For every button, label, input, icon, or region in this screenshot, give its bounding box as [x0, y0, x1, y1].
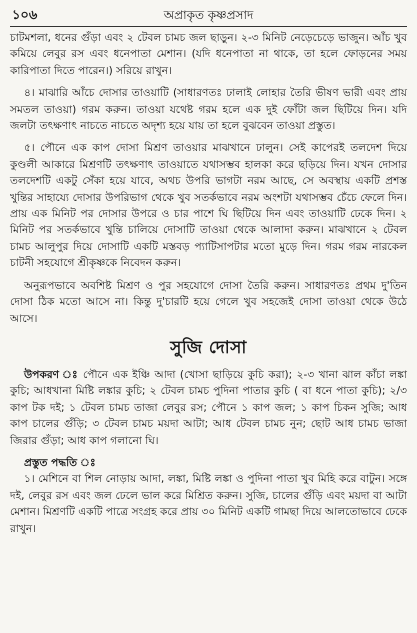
- ingredients-text: পৌনে এক ইঞ্চি আদা (খোসা ছাড়িয়ে কুচি করা); ২-৩ খানা ঝাল কাঁচা লঙ্কা কুচি; আধখানা মিষ্টি লঙ্কার কুচি; ২ টেবল চামচ পুদিনা পাতার কুচি ( বা ধনে পাতা কুচি); ২/৩ কাপ টক দই; ১ টেবল চামচ তাজা লেবুর রস; পৌনে ১ কাপ জল; ১ কাপ চিকন সুজি; আধ কাপ চালের গুঁড়ি; ৩ টেবল চামচ ময়দা আটা; আধ টেবল চামচ নুন; ছোট আধ চামচ ভাজা জিরার গুঁড়া; আধ কাপ গলানো ঘি।: [10, 368, 407, 447]
- method-label: প্রস্তুত পদ্ধতি ঃ: [24, 456, 96, 469]
- paragraph-remaining: অনুরূপভাবে অবশিষ্ট মিশ্রণ ও পুর সহযোগে দোসা তৈরি করুন। সাধারণতঃ প্রথম দু'তিন দোসা ঠিক মতো আসে না। কিন্তু দু'চারটি হয়ে গেলে খুব সহজেই দোসা তাওয়া থেকে উঠে আসে।: [10, 279, 407, 325]
- running-title: অপ্রাকৃত কৃষ্ণপ্রসাদ: [163, 8, 254, 22]
- page-number: ১০৬: [12, 8, 38, 23]
- paragraph-step-4: ৪। মাঝারি আঁচে দোসার তাওয়াটি (সাধারণতঃ ঢালাই লোহার তৈরি ভীষণ ভারী এবং প্রায় সমতল তাওয়া) গরম করুন। তাওয়া যথেষ্ট গরম হলে এক দুই ফোঁটা জল ছিটিয়ে দিন। যদি জলটা তৎক্ষণাৎ নাচতে নাচতে অদৃশ্য হয়ে যায় তা হলে বুঝবেন তাওয়া প্রস্তুত।: [10, 87, 407, 133]
- ingredients-label: উপকরণ ঃ: [24, 368, 79, 381]
- page-header: [10, 4, 407, 27]
- method-step-1: ১। মেশিনে বা শিল নোড়ায় আদা, লঙ্কা, মিষ্টি লঙ্কা ও পুদিনা পাতা খুব মিহি করে বাটুন। সঙ্গে দই, লেবুর রস এবং জল ঢেলে ভাল করে মিশ্রিত করুন। সুজি, চালের গুঁড়ি এবং ময়দা বা আটা মেশান। মিশ্রণটি একটি পাত্রে সংগ্রহ করে প্রায় ৩০ মিনিট একটি গামছা দিয়ে আলতোভাবে ঢেকে রাখুন।: [10, 473, 407, 535]
- paragraph-1: চাটমশলা, ধনের গুঁড়া এবং ২ টেবল চামচ জল ছাড়ুন। ২-৩ মিনিট নেড়েচেড়ে ভাজুন। আঁচ খুব কমিয়ে লেবুর রস এবং ধনেপাতা মেশান। (যদি ধনেপাতা না থাকে, তা হলে ফোড়নের সময় কারিপাতা দিতে পারেন।) সরিয়ে রাখুন।: [10, 32, 407, 77]
- ingredients-paragraph: [10, 367, 407, 449]
- paragraph-step-5: ৫। পৌনে এক কাপ দোসা মিশ্রণ তাওয়ার মাঝখানে ঢালুন। সেই কাপেরই তলদেশ দিয়ে কুণ্ডলী আকারে মিশ্রণটি তৎক্ষণাৎ তাওয়াতে যথাসম্ভব হালকা করে ছড়িয়ে দিন। যখন দোসার তলদেশটি একটু সেঁকা হয়ে যাবে, অথচ উপরি ভাগটা নরম আছে, সে অবস্থায় একটি প্রশস্ত খুন্তির সাহায্যে দোসার উপরিভাগ থেকে খুব সতর্কভাবে নরম অংশটা যথাসম্ভব চেঁচে ফেলে দিন। প্রায় এক মিনিট পর দোসার উপরে ও চার পাশে ঘি ছিটিয়ে দিন এবং তাওয়াটি ঢেকে দিন। ২ মিনিট পর সতর্কভাবে খুন্তি চালিয়ে দোসাটি তাওয়া থেকে আলাদা করুন। মাঝখানে ২ টেবল চামচ আলুপুর দিয়ে দোসাটি একটি মস্তবড় প্যাটিসাপটার মতো মুড়ে দিন। গরম গরম নারকেল চাটনী সহযোগে শ্রীকৃষ্ণকে নিবেদন করুন।: [10, 142, 407, 270]
- section-title: সুজি দোসা: [170, 337, 247, 358]
